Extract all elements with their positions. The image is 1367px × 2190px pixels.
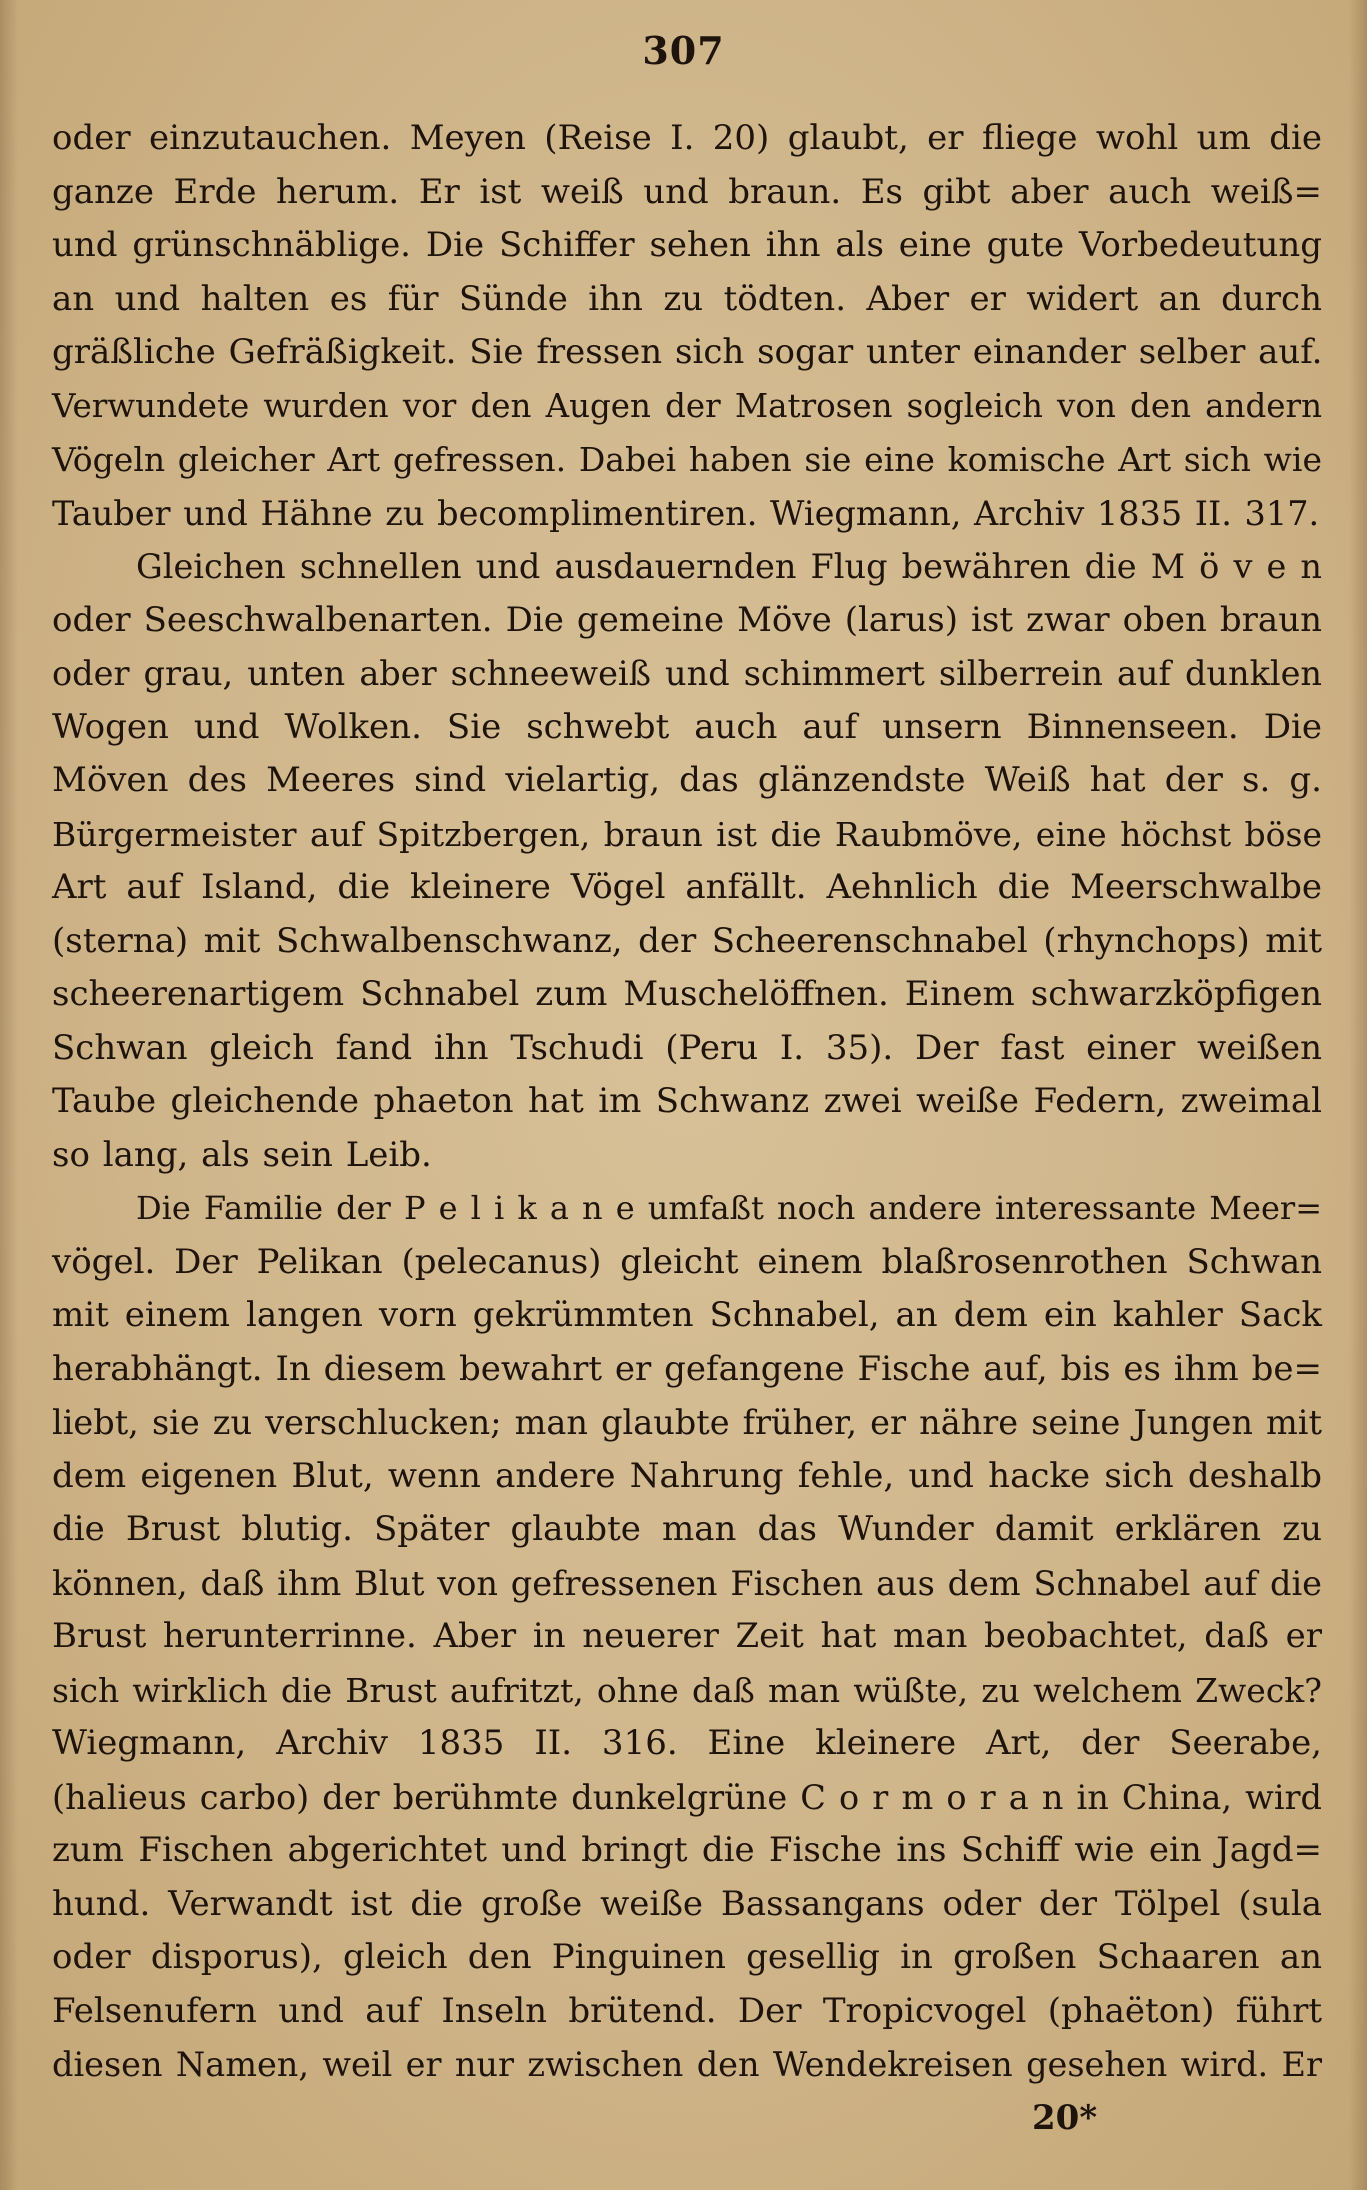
- text-line: Bürgermeister auf Spitzbergen, braun ist die Raubmöve, eine höchst böse: [52, 814, 1322, 854]
- text-line: diesen Namen, weil er nur zwischen den Wendekreisen gesehen wird. Er: [52, 2045, 1322, 2084]
- text-line: Die Familie der P e l i k a n e umfaßt noch andere interessante Meer=: [136, 1189, 1322, 1227]
- text-line: Schwan gleich fand ihn Tschudi (Peru I. 35). Der fast einer weißen: [52, 1027, 1322, 1068]
- text-line: oder grau, unten aber schneeweiß und schimmert silberrein auf dunklen: [52, 654, 1322, 693]
- text-line: und grünschnäblige. Die Schiffer sehen ihn als eine gute Vorbedeutung: [52, 225, 1322, 265]
- text-line: oder einzutauchen. Meyen (Reise I. 20) glaubt, er fliege wohl um die: [52, 118, 1322, 158]
- page-edge-shadow-left: [0, 0, 18, 2190]
- text-line: hund. Verwandt ist die große weiße Bassangans oder der Tölpel (sula: [52, 1883, 1322, 1924]
- text-line: (sterna) mit Schwalbenschwanz, der Scheerenschnabel (rhynchops) mit: [52, 920, 1322, 961]
- text-line: mit einem langen vorn gekrümmten Schnabel, an dem ein kahler Sack: [52, 1295, 1322, 1335]
- text-line: an und halten es für Sünde ihn zu tödten. Aber er widert an durch: [52, 278, 1322, 319]
- text-line: ganze Erde herum. Er ist weiß und braun. Es gibt aber auch weiß=: [52, 171, 1322, 212]
- text-line: herabhängt. In diesem bewahrt er gefangene Fische auf, bis es ihm be=: [52, 1348, 1322, 1389]
- text-line: Art auf Island, die kleinere Vögel anfällt. Aehnlich die Meerschwalbe: [52, 867, 1322, 907]
- text-line: scheerenartigem Schnabel zum Muschelöffnen. Einem schwarzköpfigen: [52, 974, 1322, 1014]
- text-line: vögel. Der Pelikan (pelecanus) gleicht einem blaßrosenrothen Schwan: [52, 1241, 1322, 1282]
- text-line: können, daß ihm Blut von gefressenen Fischen aus dem Schnabel auf die: [52, 1563, 1322, 1603]
- text-line: Vögeln gleicher Art gefressen. Dabei haben sie eine komische Art sich wie: [52, 440, 1322, 479]
- text-line: zum Fischen abgerichtet und bringt die Fische ins Schiff wie ein Jagd=: [52, 1830, 1322, 1870]
- text-line: Verwundete wurden vor den Augen der Matrosen sogleich von den andern: [52, 386, 1322, 425]
- text-line: so lang, als sein Leib.: [52, 1134, 432, 1175]
- text-line: gräßliche Gefräßigkeit. Sie fressen sich sogar unter einander selber auf.: [52, 332, 1323, 372]
- paragraph: [52, 540, 1322, 1182]
- text-line: Tauber und Hähne zu becomplimentiren. Wiegmann, Archiv 1835 II. 317.: [52, 493, 1320, 533]
- text-line: die Brust blutig. Später glaubte man das Wunder damit erklären zu: [52, 1509, 1322, 1549]
- text-line: Felsenufern und auf Inseln brütend. Der Tropicvogel (phaëton) führt: [52, 1990, 1322, 2031]
- paragraph: [52, 1182, 1322, 2092]
- text-line: Wogen und Wolken. Sie schwebt auch auf unsern Binnenseen. Die: [52, 706, 1322, 747]
- text-line: sich wirklich die Brust aufritzt, ohne daß man wüßte, zu welchem Zweck?: [52, 1670, 1322, 1710]
- paragraph: [52, 112, 1322, 540]
- text-line: dem eigenen Blut, wenn andere Nahrung fehle, und hacke sich deshalb: [52, 1455, 1322, 1496]
- text-line: (halieus carbo) der berühmte dunkelgrüne C o r m o r a n in China, wird: [52, 1777, 1322, 1817]
- page-number: 307: [642, 28, 725, 73]
- text-line: Möven des Meeres sind vielartig, das glänzendste Weiß hat der s. g.: [52, 760, 1322, 800]
- text-line: Wiegmann, Archiv 1835 II. 316. Eine kleinere Art, der Seerabe,: [52, 1723, 1322, 1763]
- text-line: Gleichen schnellen und ausdauernden Flug bewähren die M ö v e n: [136, 547, 1322, 586]
- text-line: Brust herunterrinne. Aber in neuerer Zeit hat man beobachtet, daß er: [52, 1616, 1322, 1656]
- page-edge-shadow-right: [1349, 0, 1367, 2190]
- text-line: liebt, sie zu verschlucken; man glaubte früher, er nähre seine Jungen mit: [52, 1403, 1322, 1442]
- body-text: [52, 112, 1322, 2092]
- printer-signature-mark: 20*: [1032, 2098, 1098, 2138]
- text-line: oder Seeschwalbenarten. Die gemeine Möve (larus) ist zwar oben braun: [52, 599, 1322, 640]
- text-line: Taube gleichende phaeton hat im Schwanz zwei weiße Federn, zweimal: [52, 1081, 1322, 1121]
- text-line: oder disporus), gleich den Pinguinen gesellig in großen Schaaren an: [52, 1937, 1322, 1977]
